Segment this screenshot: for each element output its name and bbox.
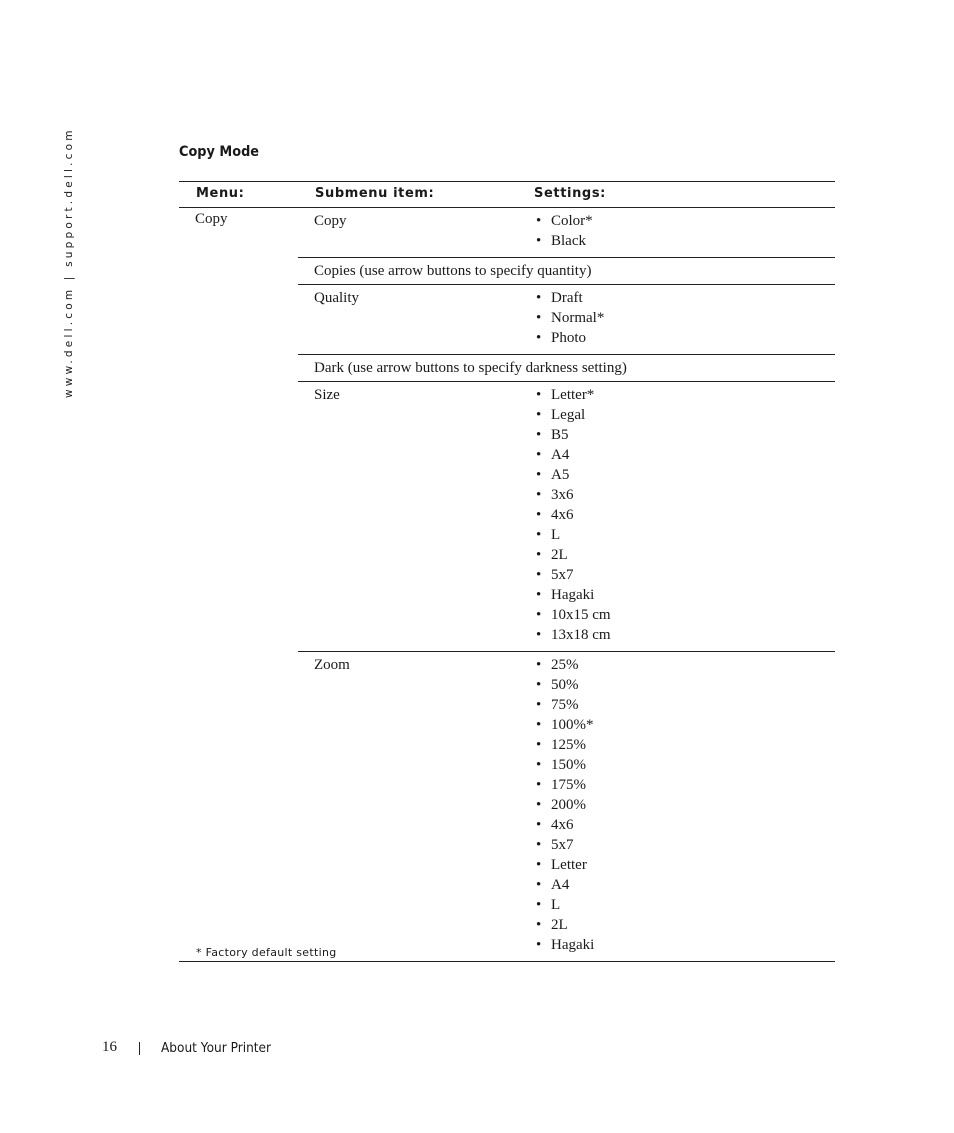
setting-item: • 13x18 cm xyxy=(536,625,835,645)
setting-item: • B5 xyxy=(536,425,835,445)
setting-item: • 25% xyxy=(536,655,835,675)
settings-list xyxy=(298,211,835,251)
section-title: Copy Mode xyxy=(179,144,260,160)
setting-item: • Draft xyxy=(536,288,835,308)
setting-item: • Letter xyxy=(536,855,835,875)
setting-item: • 4x6 xyxy=(536,505,835,525)
setting-item: • L xyxy=(536,525,835,545)
submenu-cell: Copy xyxy=(314,213,347,229)
setting-item: • 150% xyxy=(536,755,835,775)
setting-item: • Black xyxy=(536,231,835,251)
setting-item: • Legal xyxy=(536,405,835,425)
setting-item: • 175% xyxy=(536,775,835,795)
setting-item: • 75% xyxy=(536,695,835,715)
setting-item: • Letter* xyxy=(536,385,835,405)
table-row xyxy=(298,284,835,354)
setting-item: • 3x6 xyxy=(536,485,835,505)
submenu-rows xyxy=(298,208,835,961)
setting-item: • 125% xyxy=(536,735,835,755)
settings-list xyxy=(298,385,835,645)
setting-item: • A4 xyxy=(536,445,835,465)
table-header xyxy=(179,182,835,208)
setting-item: • Color* xyxy=(536,211,835,231)
table-row xyxy=(298,208,835,257)
header-settings: Settings: xyxy=(534,186,606,201)
setting-item: • A4 xyxy=(536,875,835,895)
setting-item: • 4x6 xyxy=(536,815,835,835)
table-row xyxy=(298,354,835,381)
setting-item: • 50% xyxy=(536,675,835,695)
footer-section-title: About Your Printer xyxy=(161,1040,272,1056)
setting-item: • 100%* xyxy=(536,715,835,735)
page-number: 16 xyxy=(102,1039,117,1055)
setting-item: • Hagaki xyxy=(536,935,835,955)
table-row xyxy=(298,651,835,961)
setting-item: • Hagaki xyxy=(536,585,835,605)
setting-item: • 2L xyxy=(536,915,835,935)
header-menu: Menu: xyxy=(196,186,245,201)
setting-item: • Photo xyxy=(536,328,835,348)
submenu-cell: Quality xyxy=(314,290,359,306)
setting-item: • A5 xyxy=(536,465,835,485)
setting-item: • 2L xyxy=(536,545,835,565)
setting-item: • 10x15 cm xyxy=(536,605,835,625)
footer-divider xyxy=(139,1042,140,1055)
submenu-cell: Size xyxy=(314,387,340,403)
setting-item: • 5x7 xyxy=(536,565,835,585)
settings-list xyxy=(298,655,835,955)
submenu-cell: Zoom xyxy=(314,657,350,673)
copy-mode-table xyxy=(179,181,835,962)
side-url-text: www.dell.com | support.dell.com xyxy=(63,127,75,398)
submenu-cell: Copies (use arrow buttons to specify quantity) xyxy=(314,263,592,279)
setting-item: • Normal* xyxy=(536,308,835,328)
table-row xyxy=(298,257,835,284)
submenu-cell: Dark (use arrow buttons to specify darkness setting) xyxy=(314,360,627,376)
footnote: * Factory default setting xyxy=(196,946,337,959)
header-submenu: Submenu item: xyxy=(315,186,435,201)
table-row xyxy=(298,381,835,651)
menu-cell: Copy xyxy=(195,211,228,227)
setting-item: • 200% xyxy=(536,795,835,815)
setting-item: • 5x7 xyxy=(536,835,835,855)
setting-item: • L xyxy=(536,895,835,915)
table-body xyxy=(179,208,835,961)
settings-list xyxy=(298,288,835,348)
